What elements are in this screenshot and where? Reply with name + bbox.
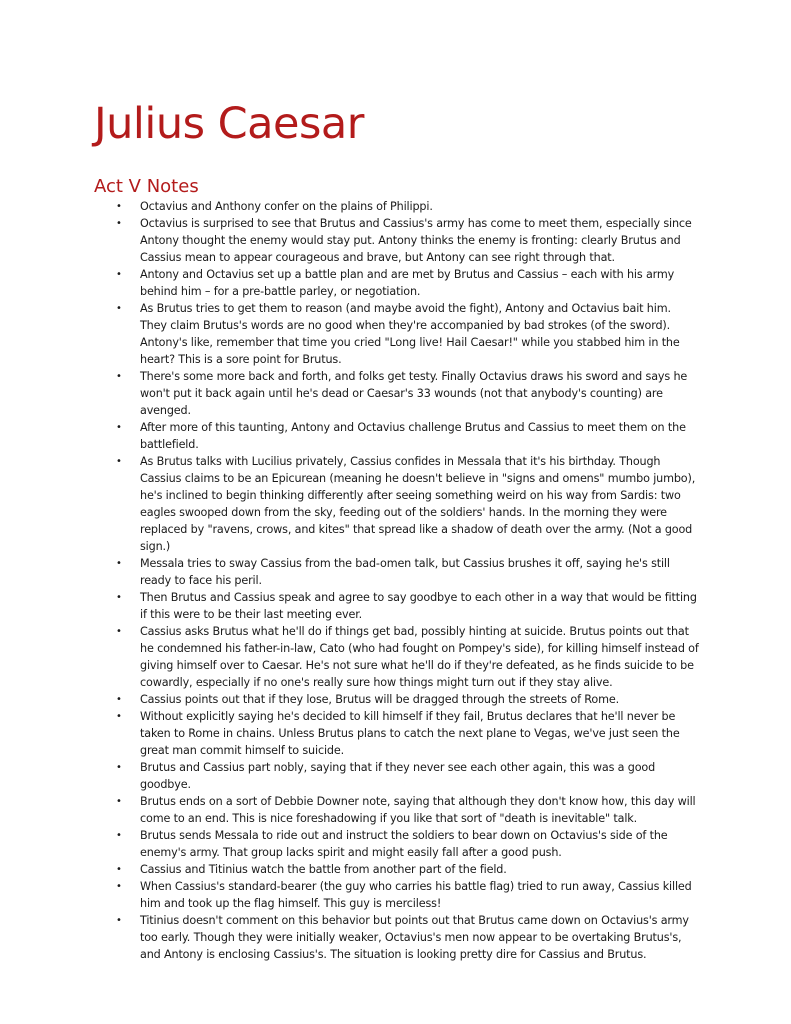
bullet-icon: • bbox=[116, 830, 122, 841]
bullet-icon: • bbox=[116, 456, 122, 467]
bullet-icon: • bbox=[116, 762, 122, 773]
bullet-icon: • bbox=[116, 422, 122, 433]
list-item bbox=[0, 368, 700, 419]
note-text: Without explicitly saying he's decided to kill himself if they fail, Brutus declares that he'll never be taken to Rome in chains. Unless Brutus plans to catch the next plane to Vegas, we've just seen the great man commit himself to suicide. bbox=[140, 710, 680, 757]
note-text: As Brutus tries to get them to reason (and maybe avoid the fight), Antony and Octavius bait him. They claim Brutus's words are no good when they're accompanied by bad strokes (of the sword). Antony's like, remember that time you cried "Long live! Hail Caesar!" while you stabbed him in the heart? This is a sore point for Brutus. bbox=[140, 302, 680, 366]
note-text: Brutus sends Messala to ride out and instruct the soldiers to bear down on Octavius's side of the enemy's army. That group lacks spirit and might easily fall after a good push. bbox=[140, 829, 668, 859]
list-item bbox=[0, 623, 700, 691]
bullet-icon: • bbox=[116, 218, 122, 229]
list-item bbox=[0, 300, 700, 368]
notes-list bbox=[0, 198, 700, 963]
list-item bbox=[0, 708, 700, 759]
note-text: Cassius points out that if they lose, Brutus will be dragged through the streets of Rome. bbox=[140, 693, 619, 706]
note-text: Titinius doesn't comment on this behavior but points out that Brutus came down on Octavius's army too early. Though they were initially weaker, Octavius's men now appear to be overtaking Brutus's, and Antony is enclosing Cassius's. The situation is looking pretty dire for Cassius and Brutus. bbox=[140, 914, 689, 961]
list-item bbox=[0, 419, 700, 453]
list-item bbox=[0, 793, 700, 827]
list-item bbox=[0, 453, 700, 555]
list-item bbox=[0, 266, 700, 300]
note-text: As Brutus talks with Lucilius privately, Cassius confides in Messala that it's his birthday. Though Cassius claims to be an Epicurean (meaning he doesn't believe in "signs and omens" mumbo jumbo), he's inclined to begin thinking differently after seeing something weird on his way from Sardis: two eagles swooped down from the sky, feeding out of the soldiers' hands. In the morning they were replaced by "ravens, crows, and kites" that spread like a shadow of death over the army. (Not a good sign.) bbox=[140, 455, 696, 553]
bullet-icon: • bbox=[116, 864, 122, 875]
bullet-icon: • bbox=[116, 711, 122, 722]
list-item bbox=[0, 827, 700, 861]
note-text: Cassius and Titinius watch the battle from another part of the field. bbox=[140, 863, 507, 876]
bullet-icon: • bbox=[116, 796, 122, 807]
bullet-icon: • bbox=[116, 201, 122, 212]
bullet-icon: • bbox=[116, 915, 122, 926]
section-heading: Act V Notes bbox=[94, 176, 199, 197]
bullet-icon: • bbox=[116, 303, 122, 314]
note-text: Octavius and Anthony confer on the plains of Philippi. bbox=[140, 200, 433, 213]
list-item bbox=[0, 691, 700, 708]
note-text: Octavius is surprised to see that Brutus and Cassius's army has come to meet them, especially since Antony thought the enemy would stay put. Antony thinks the enemy is fronting: clearly Brutus and Cassius mean to appear courageous and brave, but Antony can see right through that. bbox=[140, 217, 692, 264]
list-item bbox=[0, 555, 700, 589]
bullet-icon: • bbox=[116, 592, 122, 603]
list-item bbox=[0, 759, 700, 793]
bullet-icon: • bbox=[116, 558, 122, 569]
note-text: There's some more back and forth, and folks get testy. Finally Octavius draws his sword and says he won't put it back again until he's dead or Caesar's 33 wounds (not that anybody's counting) are avenged. bbox=[140, 370, 688, 417]
bullet-icon: • bbox=[116, 269, 122, 280]
list-item bbox=[0, 215, 700, 266]
list-item bbox=[0, 589, 700, 623]
list-item bbox=[0, 198, 700, 215]
list-item bbox=[0, 878, 700, 912]
list-item bbox=[0, 861, 700, 878]
note-text: Messala tries to sway Cassius from the bad-omen talk, but Cassius brushes it off, saying he's still ready to face his peril. bbox=[140, 557, 670, 587]
note-text: Antony and Octavius set up a battle plan and are met by Brutus and Cassius – each with his army behind him – for a pre-battle parley, or negotiation. bbox=[140, 268, 675, 298]
bullet-icon: • bbox=[116, 626, 122, 637]
note-text: Then Brutus and Cassius speak and agree to say goodbye to each other in a way that would be fitting if this were to be their last meeting ever. bbox=[140, 591, 697, 621]
note-text: After more of this taunting, Antony and Octavius challenge Brutus and Cassius to meet them on the battlefield. bbox=[140, 421, 686, 451]
bullet-icon: • bbox=[116, 694, 122, 705]
bullet-icon: • bbox=[116, 371, 122, 382]
note-text: When Cassius's standard-bearer (the guy who carries his battle flag) tried to run away, Cassius killed him and took up the flag himself. This guy is merciless! bbox=[140, 880, 692, 910]
bullet-icon: • bbox=[116, 881, 122, 892]
note-text: Cassius asks Brutus what he'll do if things get bad, possibly hinting at suicide. Brutus points out that he condemned his father-in-law, Cato (who had fought on Pompey's side), for killing himself instead of giving himself over to Caesar. He's not sure what he'll do if they're defeated, as he finds suicide to be cowardly, especially if no one's really sure how things might turn out if they stay alive. bbox=[140, 625, 699, 689]
note-text: Brutus ends on a sort of Debbie Downer note, saying that although they don't know how, this day will come to an end. This is nice foreshadowing if you like that sort of "death is inevitable" talk. bbox=[140, 795, 696, 825]
list-item bbox=[0, 912, 700, 963]
document-title: Julius Caesar bbox=[94, 99, 364, 149]
note-text: Brutus and Cassius part nobly, saying that if they never see each other again, this was a good goodbye. bbox=[140, 761, 656, 791]
